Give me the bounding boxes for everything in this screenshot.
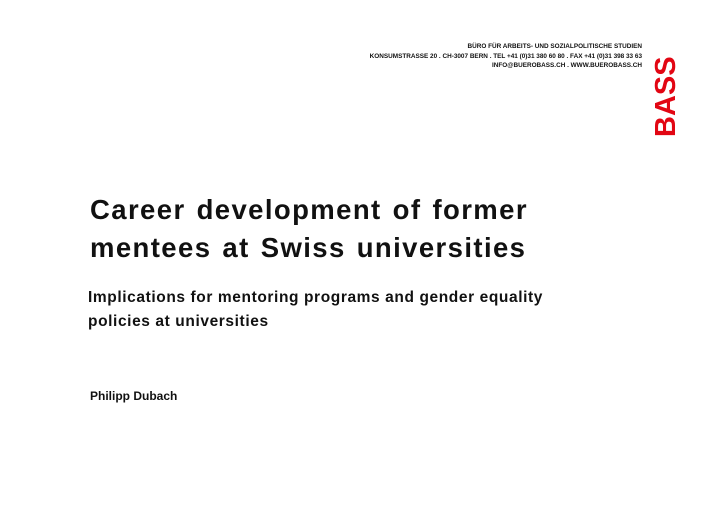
slide-title-line-2: mentees at Swiss universities bbox=[90, 232, 527, 263]
slide-subtitle-line-1: Implications for mentoring programs and gender equality bbox=[88, 289, 544, 306]
slide-subtitle-line-2: policies at universities bbox=[88, 313, 269, 330]
slide-title bbox=[90, 191, 528, 267]
slide-title-line-1: Career development of former bbox=[90, 194, 528, 225]
organization-name: BÜRO FÜR ARBEITS- UND SOZIALPOLITISCHE STUDIEN bbox=[467, 43, 642, 50]
organization-header bbox=[370, 42, 642, 71]
bass-logo: BASS bbox=[650, 56, 682, 137]
author-name: Philipp Dubach bbox=[90, 389, 178, 403]
organization-address: KONSUMSTRASSE 20 . CH-3007 BERN . TEL +41 (0)31 380 60 80 . FAX +41 (0)31 398 33 63 bbox=[369, 52, 642, 60]
slide-subtitle bbox=[88, 286, 543, 334]
organization-contact: INFO@BUEROBASS.CH . WWW.BUEROBASS.CH bbox=[491, 62, 642, 69]
